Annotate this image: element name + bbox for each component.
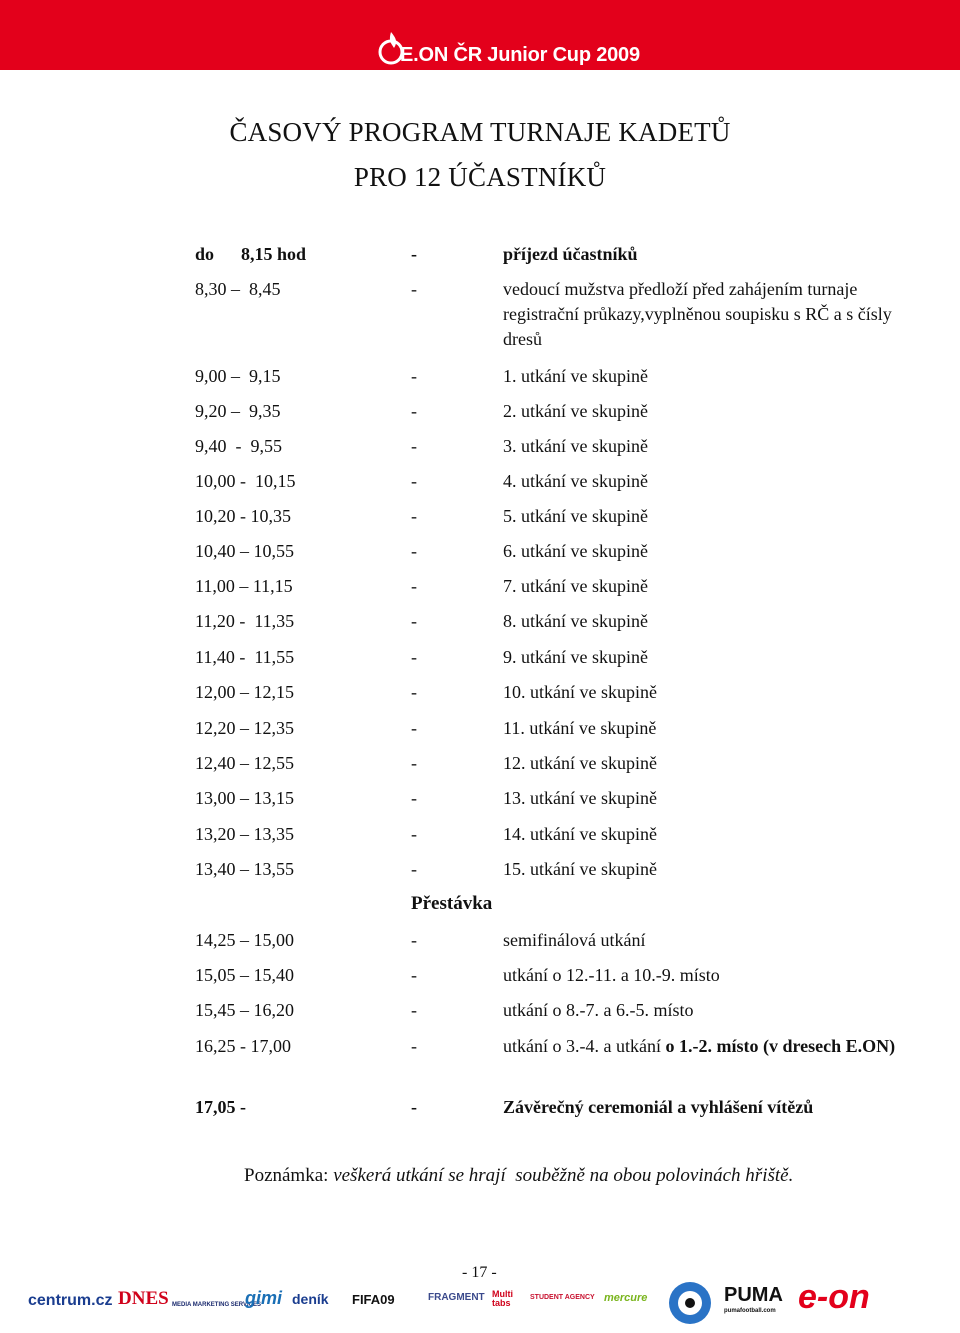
schedule-description: semifinálová utkání bbox=[503, 930, 646, 950]
schedule-description-plain: utkání o 3.-4. a utkání bbox=[503, 1036, 666, 1056]
schedule-description: 3. utkání ve skupině bbox=[503, 436, 648, 456]
schedule-dash: - bbox=[411, 436, 417, 456]
schedule-dash: - bbox=[411, 1000, 417, 1020]
sponsor-logo-fifa09: FIFA09 bbox=[352, 1292, 395, 1307]
sponsor-logo-centrum: centrum.cz bbox=[28, 1292, 113, 1309]
sponsor-logo-fragment: FRAGMENT bbox=[428, 1292, 485, 1303]
schedule-time: 9,20 – 9,35 bbox=[195, 401, 281, 421]
sponsor-logo-multitabs: Multi tabs bbox=[492, 1289, 513, 1308]
note-label: Poznámka: bbox=[244, 1165, 334, 1186]
schedule-time: 13,20 – 13,35 bbox=[195, 824, 294, 844]
schedule-description: utkání o 8.-7. a 6.-5. místo bbox=[503, 1000, 694, 1020]
sponsor-logo-denik: deník bbox=[292, 1291, 329, 1307]
schedule-description: 8. utkání ve skupině bbox=[503, 611, 648, 631]
schedule-dash: - bbox=[411, 930, 417, 950]
schedule-description: 4. utkání ve skupině bbox=[503, 471, 648, 491]
page-title-line1: ČASOVÝ PROGRAM TURNAJE KADETŮ bbox=[229, 117, 731, 147]
schedule-dash: - bbox=[411, 965, 417, 985]
schedule-dash: - bbox=[411, 859, 417, 879]
sponsor-logo-mms: MEDIA MARKETING SERVICES bbox=[172, 1302, 262, 1308]
page-number: - 17 - bbox=[462, 1264, 497, 1281]
sponsor-logo-mercure: mercure bbox=[604, 1292, 648, 1304]
schedule-time: 9,40 - 9,55 bbox=[195, 436, 282, 456]
schedule-dash: - bbox=[411, 647, 417, 667]
schedule-time: 10,00 - 10,15 bbox=[195, 471, 296, 491]
schedule-dash: - bbox=[411, 541, 417, 561]
schedule-dash: - bbox=[411, 366, 417, 386]
schedule-time: 11,00 – 11,15 bbox=[195, 576, 293, 596]
schedule-time: 12,20 – 12,35 bbox=[195, 718, 294, 738]
header-bar bbox=[0, 0, 960, 70]
schedule-description: 7. utkání ve skupině bbox=[503, 576, 648, 596]
schedule-dash: - bbox=[411, 788, 417, 808]
sponsor-logo-dnes: DNES bbox=[118, 1288, 169, 1309]
schedule-dash: - bbox=[411, 753, 417, 773]
schedule-time: 14,25 – 15,00 bbox=[195, 930, 294, 950]
schedule-dash: - bbox=[411, 471, 417, 491]
schedule-time: 15,45 – 16,20 bbox=[195, 1000, 294, 1020]
note-text: veškerá utkání se hrají souběžně na obou polovinách hřiště. bbox=[333, 1165, 794, 1186]
schedule-dash: - bbox=[411, 279, 417, 299]
schedule-description: vedoucí mužstva předloží před zahájením turnaje registrační průkazy,vyplněnou soupisku s RČ a s čísly dresů bbox=[503, 279, 892, 349]
schedule-time: do 8,15 hod bbox=[195, 244, 307, 264]
schedule-time: 10,20 - 10,35 bbox=[195, 506, 291, 526]
schedule-time: 11,20 - 11,35 bbox=[195, 611, 295, 631]
schedule-description: 1. utkání ve skupině bbox=[503, 366, 648, 386]
schedule-dash: - bbox=[411, 824, 417, 844]
schedule-time: 11,40 - 11,55 bbox=[195, 647, 295, 667]
schedule-dash: - bbox=[411, 1097, 417, 1117]
schedule-description: utkání o 12.-11. a 10.-9. místo bbox=[503, 965, 720, 985]
schedule-time: 15,05 – 15,40 bbox=[195, 965, 294, 985]
schedule-description: 15. utkání ve skupině bbox=[503, 859, 657, 879]
sponsor-logo-puma: PUMA bbox=[724, 1284, 783, 1306]
schedule-time: 8,30 – 8,45 bbox=[195, 279, 281, 299]
schedule-description: 9. utkání ve skupině bbox=[503, 647, 648, 667]
sponsor-logo-student-agency: STUDENT AGENCY bbox=[530, 1294, 595, 1301]
schedule-dash: - bbox=[411, 611, 417, 631]
schedule-dash: - bbox=[411, 401, 417, 421]
schedule-time: 9,00 – 9,15 bbox=[195, 366, 281, 386]
schedule-time: 16,25 - 17,00 bbox=[195, 1036, 291, 1056]
header-title: E.ON ČR Junior Cup 2009 bbox=[400, 44, 640, 66]
schedule-description: příjezd účastníků bbox=[503, 244, 638, 264]
schedule-description: 14. utkání ve skupině bbox=[503, 824, 657, 844]
schedule-description: 2. utkání ve skupině bbox=[503, 401, 648, 421]
schedule-description-bold: o 1.-2. místo (v dresech E.ON) bbox=[665, 1036, 896, 1056]
schedule-time: 12,40 – 12,55 bbox=[195, 753, 294, 773]
schedule-time: 13,40 – 13,55 bbox=[195, 859, 294, 879]
schedule-time: 10,40 – 10,55 bbox=[195, 541, 294, 561]
break-label: Přestávka bbox=[411, 893, 493, 914]
football-school-badge-icon bbox=[665, 1278, 715, 1328]
schedule-description: 13. utkání ve skupině bbox=[503, 788, 657, 808]
schedule-dash: - bbox=[411, 718, 417, 738]
schedule-description: 12. utkání ve skupině bbox=[503, 753, 657, 773]
schedule-description: 11. utkání ve skupině bbox=[503, 718, 657, 738]
sponsor-logo-eon: e-on bbox=[798, 1278, 870, 1316]
schedule-time: 13,00 – 13,15 bbox=[195, 788, 294, 808]
schedule-time: 12,00 – 12,15 bbox=[195, 682, 294, 702]
page-title-line2: PRO 12 ÚČASTNÍKŮ bbox=[353, 162, 607, 192]
note bbox=[244, 1165, 793, 1187]
schedule-description: 6. utkání ve skupině bbox=[503, 541, 648, 561]
schedule-dash: - bbox=[411, 1036, 417, 1056]
schedule-description: 10. utkání ve skupině bbox=[503, 682, 657, 702]
schedule-description: 5. utkání ve skupině bbox=[503, 506, 648, 526]
sponsor-logo-pumafootball: pumafootball.com bbox=[724, 1308, 776, 1314]
schedule-dash: - bbox=[411, 682, 417, 702]
schedule-time: 17,05 - bbox=[195, 1097, 246, 1117]
schedule-dash: - bbox=[411, 506, 417, 526]
schedule-description: Závěrečný ceremoniál a vyhlášení vítězů bbox=[503, 1097, 814, 1117]
schedule-dash: - bbox=[411, 244, 417, 264]
sponsor-strip bbox=[0, 1278, 960, 1333]
sponsor-logo-gimi: gimi bbox=[245, 1288, 283, 1308]
schedule-dash: - bbox=[411, 576, 417, 596]
schedule-description bbox=[503, 1034, 898, 1059]
